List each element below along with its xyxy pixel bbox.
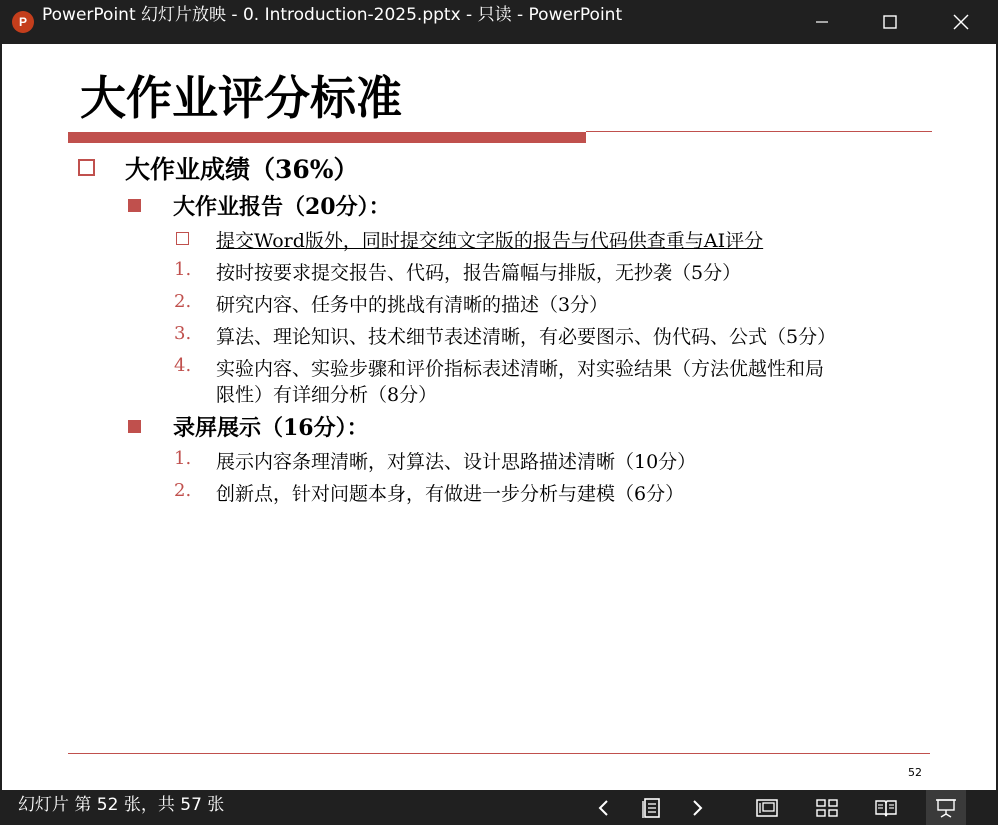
- reading-view-button[interactable]: [869, 790, 903, 825]
- group-heading-report: 大作业报告（20分）：: [173, 194, 391, 220]
- list-item: 研究内容、任务中的挑战有清晰的描述（3分）: [216, 294, 609, 316]
- close-button[interactable]: [926, 0, 996, 44]
- title-underline-thin: [586, 131, 932, 132]
- minimize-button[interactable]: [787, 0, 857, 44]
- slideshow-icon: [935, 798, 957, 818]
- list-item: 算法、理论知识、技术细节表述清晰，有必要图示、伪代码、公式（5分）: [216, 326, 837, 348]
- close-icon: [953, 14, 969, 30]
- slide-sorter-icon: [816, 799, 838, 817]
- bullet-solid-square-icon: [128, 420, 141, 433]
- report-submission-note: 提交Word版外，同时提交纯文字版的报告与代码供查重与AI评分: [216, 230, 764, 252]
- list-number: 1.: [174, 448, 192, 469]
- reading-view-icon: [875, 799, 897, 817]
- normal-view-button[interactable]: [750, 790, 784, 825]
- title-bar: [0, 0, 998, 44]
- bullet-solid-square-icon: [128, 199, 141, 212]
- next-slide-button[interactable]: [680, 790, 714, 825]
- maximize-button[interactable]: [855, 0, 925, 44]
- slideshow-button[interactable]: [926, 790, 966, 825]
- title-underline-thick: [68, 132, 586, 143]
- slide-counter: 幻灯片 第 52 张，共 57 张: [18, 795, 225, 815]
- normal-view-icon: [756, 799, 778, 817]
- group-heading-recording: 录屏展示（16分）：: [173, 415, 369, 441]
- slide-sorter-button[interactable]: [810, 790, 844, 825]
- window-title: PowerPoint 幻灯片放映 - 0. Introduction-2025.pptx - 只读 - PowerPoint: [42, 5, 623, 25]
- list-item: 创新点，针对问题本身，有做进一步分析与建模（6分）: [216, 483, 685, 505]
- list-number: 4.: [174, 355, 192, 376]
- chevron-left-icon: [597, 799, 611, 817]
- list-number: 1.: [174, 259, 192, 280]
- slide-page-number: 52: [908, 766, 922, 779]
- previous-slide-button[interactable]: [587, 790, 621, 825]
- notes-icon: [641, 797, 661, 819]
- list-item-continuation: 限性）有详细分析（8分）: [216, 384, 438, 406]
- list-number: 2.: [174, 480, 192, 501]
- list-item: 实验内容、实验步骤和评价指标表述清晰，对实验结果（方法优越性和局: [216, 358, 825, 380]
- slide-canvas[interactable]: [2, 44, 996, 790]
- section-heading: 大作业成绩（36%）: [125, 155, 359, 184]
- list-number: 2.: [174, 291, 192, 312]
- bullet-hollow-square-icon: [78, 159, 95, 176]
- footer-rule: [68, 753, 930, 754]
- list-item: 按时按要求提交报告、代码，报告篇幅与排版，无抄袭（5分）: [216, 262, 742, 284]
- bullet-hollow-square-icon: [176, 232, 189, 245]
- minimize-icon: [815, 15, 829, 29]
- status-bar: [0, 790, 998, 825]
- powerpoint-app-icon[interactable]: P: [12, 11, 34, 33]
- maximize-icon: [883, 15, 897, 29]
- list-number: 3.: [174, 323, 192, 344]
- notes-button[interactable]: [634, 790, 668, 825]
- list-item: 展示内容条理清晰，对算法、设计思路描述清晰（10分）: [216, 451, 697, 473]
- slide-title: 大作业评分标准: [80, 71, 402, 125]
- chevron-right-icon: [690, 799, 704, 817]
